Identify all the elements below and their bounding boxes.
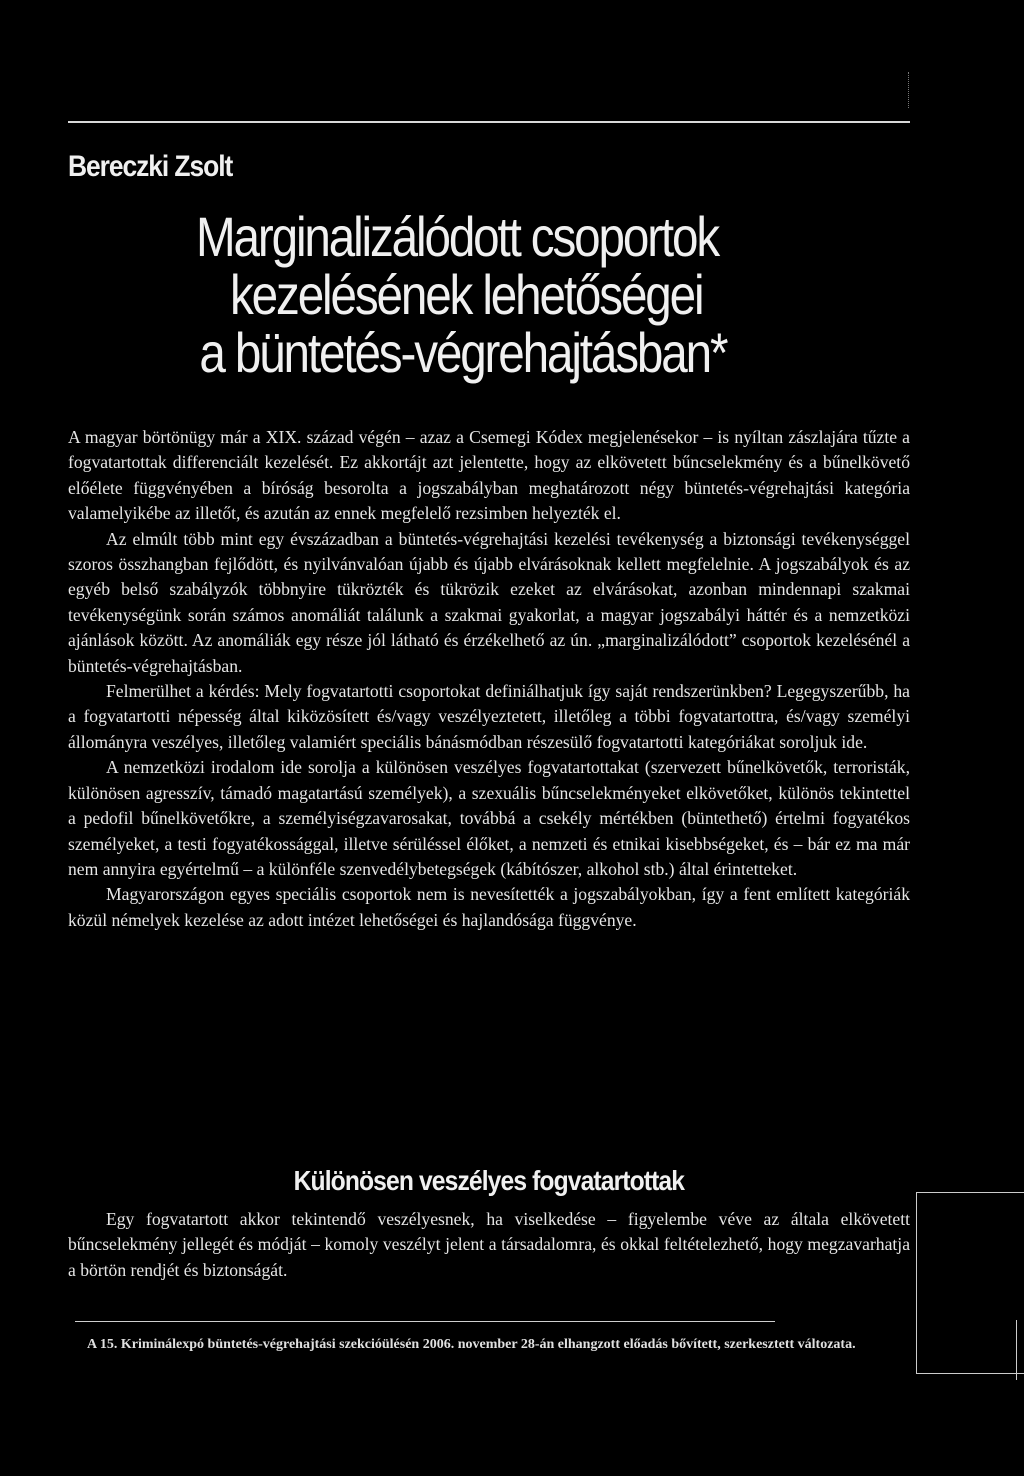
paragraph-1: A magyar börtönügy már a XIX. század végén – azaz a Csemegi Kódex megjelenésekor – is nyíltan zászlajára tűzte a fogvatartottak differenciált kezelését. Ez akkortájt azt jelentette, hogy az elkövetett bűncselekmény és a bűnelkövető előélete függvényében a bíróság besorolta a jogszabályban meghatározott négy büntetés-végrehajtási kategória valamelyikébe az illetőt, és azután az ennek megfelelő rezsimben helyezték el. — [68, 427, 910, 524]
paragraph-5: Magyarországon egyes speciális csoportok nem is nevesítették a jogszabályokban, így a fent említett kategóriák közül némelyek kezelése az adott intézet lehetőségei és hajlandósága függvénye. — [68, 884, 910, 930]
paragraph-4: A nemzetközi irodalom ide sorolja a különösen veszélyes fogvatartottakat (szervezett bűnelkövetők, terroristák, különösen agresszív, támadó magatartású személyek), a szexuális bűncselekményeket elkövetőket, különös tekintettel a pedofil bűnelkövetőkre, a személyiségzavarosakat, továbbá a csekély mértékben (büntethető) értelmi fogyatékos személyeket, a testi fogyatékossággal, illetve sérüléssel élőket, a nemzeti és etnikai kisebbségeket, és – bár ez ma már nem annyira egyértelmű – a különféle szenvedélybetegségek (kábítószer, alkohol stb.) által érintetteket. — [68, 757, 910, 879]
section-heading — [68, 1165, 910, 1197]
section-body — [68, 1207, 910, 1283]
top-rule — [68, 121, 910, 123]
title-line-2: kezelésének lehetőségei — [230, 263, 703, 326]
article-body — [68, 425, 910, 933]
side-frame — [916, 1192, 1024, 1374]
author-name: Bereczki Zsolt — [68, 150, 233, 183]
section-heading-text: Különösen veszélyes fogvatartottak — [293, 1165, 685, 1196]
page-edge-marks — [908, 72, 910, 108]
footnote-rule — [75, 1321, 775, 1322]
article-title — [196, 205, 916, 384]
title-line-1: Marginalizálódott csoportok — [196, 205, 719, 268]
title-line-3: a büntetés-végrehajtásban* — [199, 321, 727, 384]
paragraph-3: Felmerülhet a kérdés: Mely fogvatartotti csoportokat definiálhatjuk így saját rendszerünkben? Legegyszerűbb, ha a fogvatartotti népesség által kiközösített és/vagy veszélyeztetett, illetőleg a többi fogvatartottra, és/vagy személyi állományra veszélyes, illetőleg valamiért speciális bánásmódban részesülő fogvatartotti kategóriákat soroljuk ide. — [68, 681, 910, 752]
section-paragraph: Egy fogvatartott akkor tekintendő veszélyesnek, ha viselkedése – figyelembe véve az általa elkövetett bűncselekmény jellegét és módját – komoly veszélyt jelent a társadalomra, és okkal feltételezhető, hogy megzavarhatja a börtön rendjét és biztonságát. — [68, 1209, 910, 1280]
paragraph-2: Az elmúlt több mint egy évszázadban a büntetés-végrehajtási kezelési tevékenység a biztonsági tevékenységgel szoros összhangban fejlődött, és nyilvánvalóan újabb és újabb elvárásoknak kellett megfelelnie. A jogszabályok és az egyéb belső szabályzók többnyire tükrözték és tükrözik ezeket az elvárásokat, azonban mindennapi szakmai tevékenységünk során számos anomáliát találunk a szakmai gyakorlat, a magyar jogszabályi háttér és a nemzetközi ajánlások között. Az anomáliák egy része jól látható és érzékelhető az ún. „marginalizálódott” csoportok kezelésénél a büntetés-végrehajtásban. — [68, 528, 910, 676]
side-frame-line — [1016, 1320, 1017, 1380]
footnote: A 15. Kriminálexpó büntetés-végrehajtási szekcióülésén 2006. november 28-án elhangzott előadás bővített, szerkesztett változata. — [87, 1337, 856, 1352]
